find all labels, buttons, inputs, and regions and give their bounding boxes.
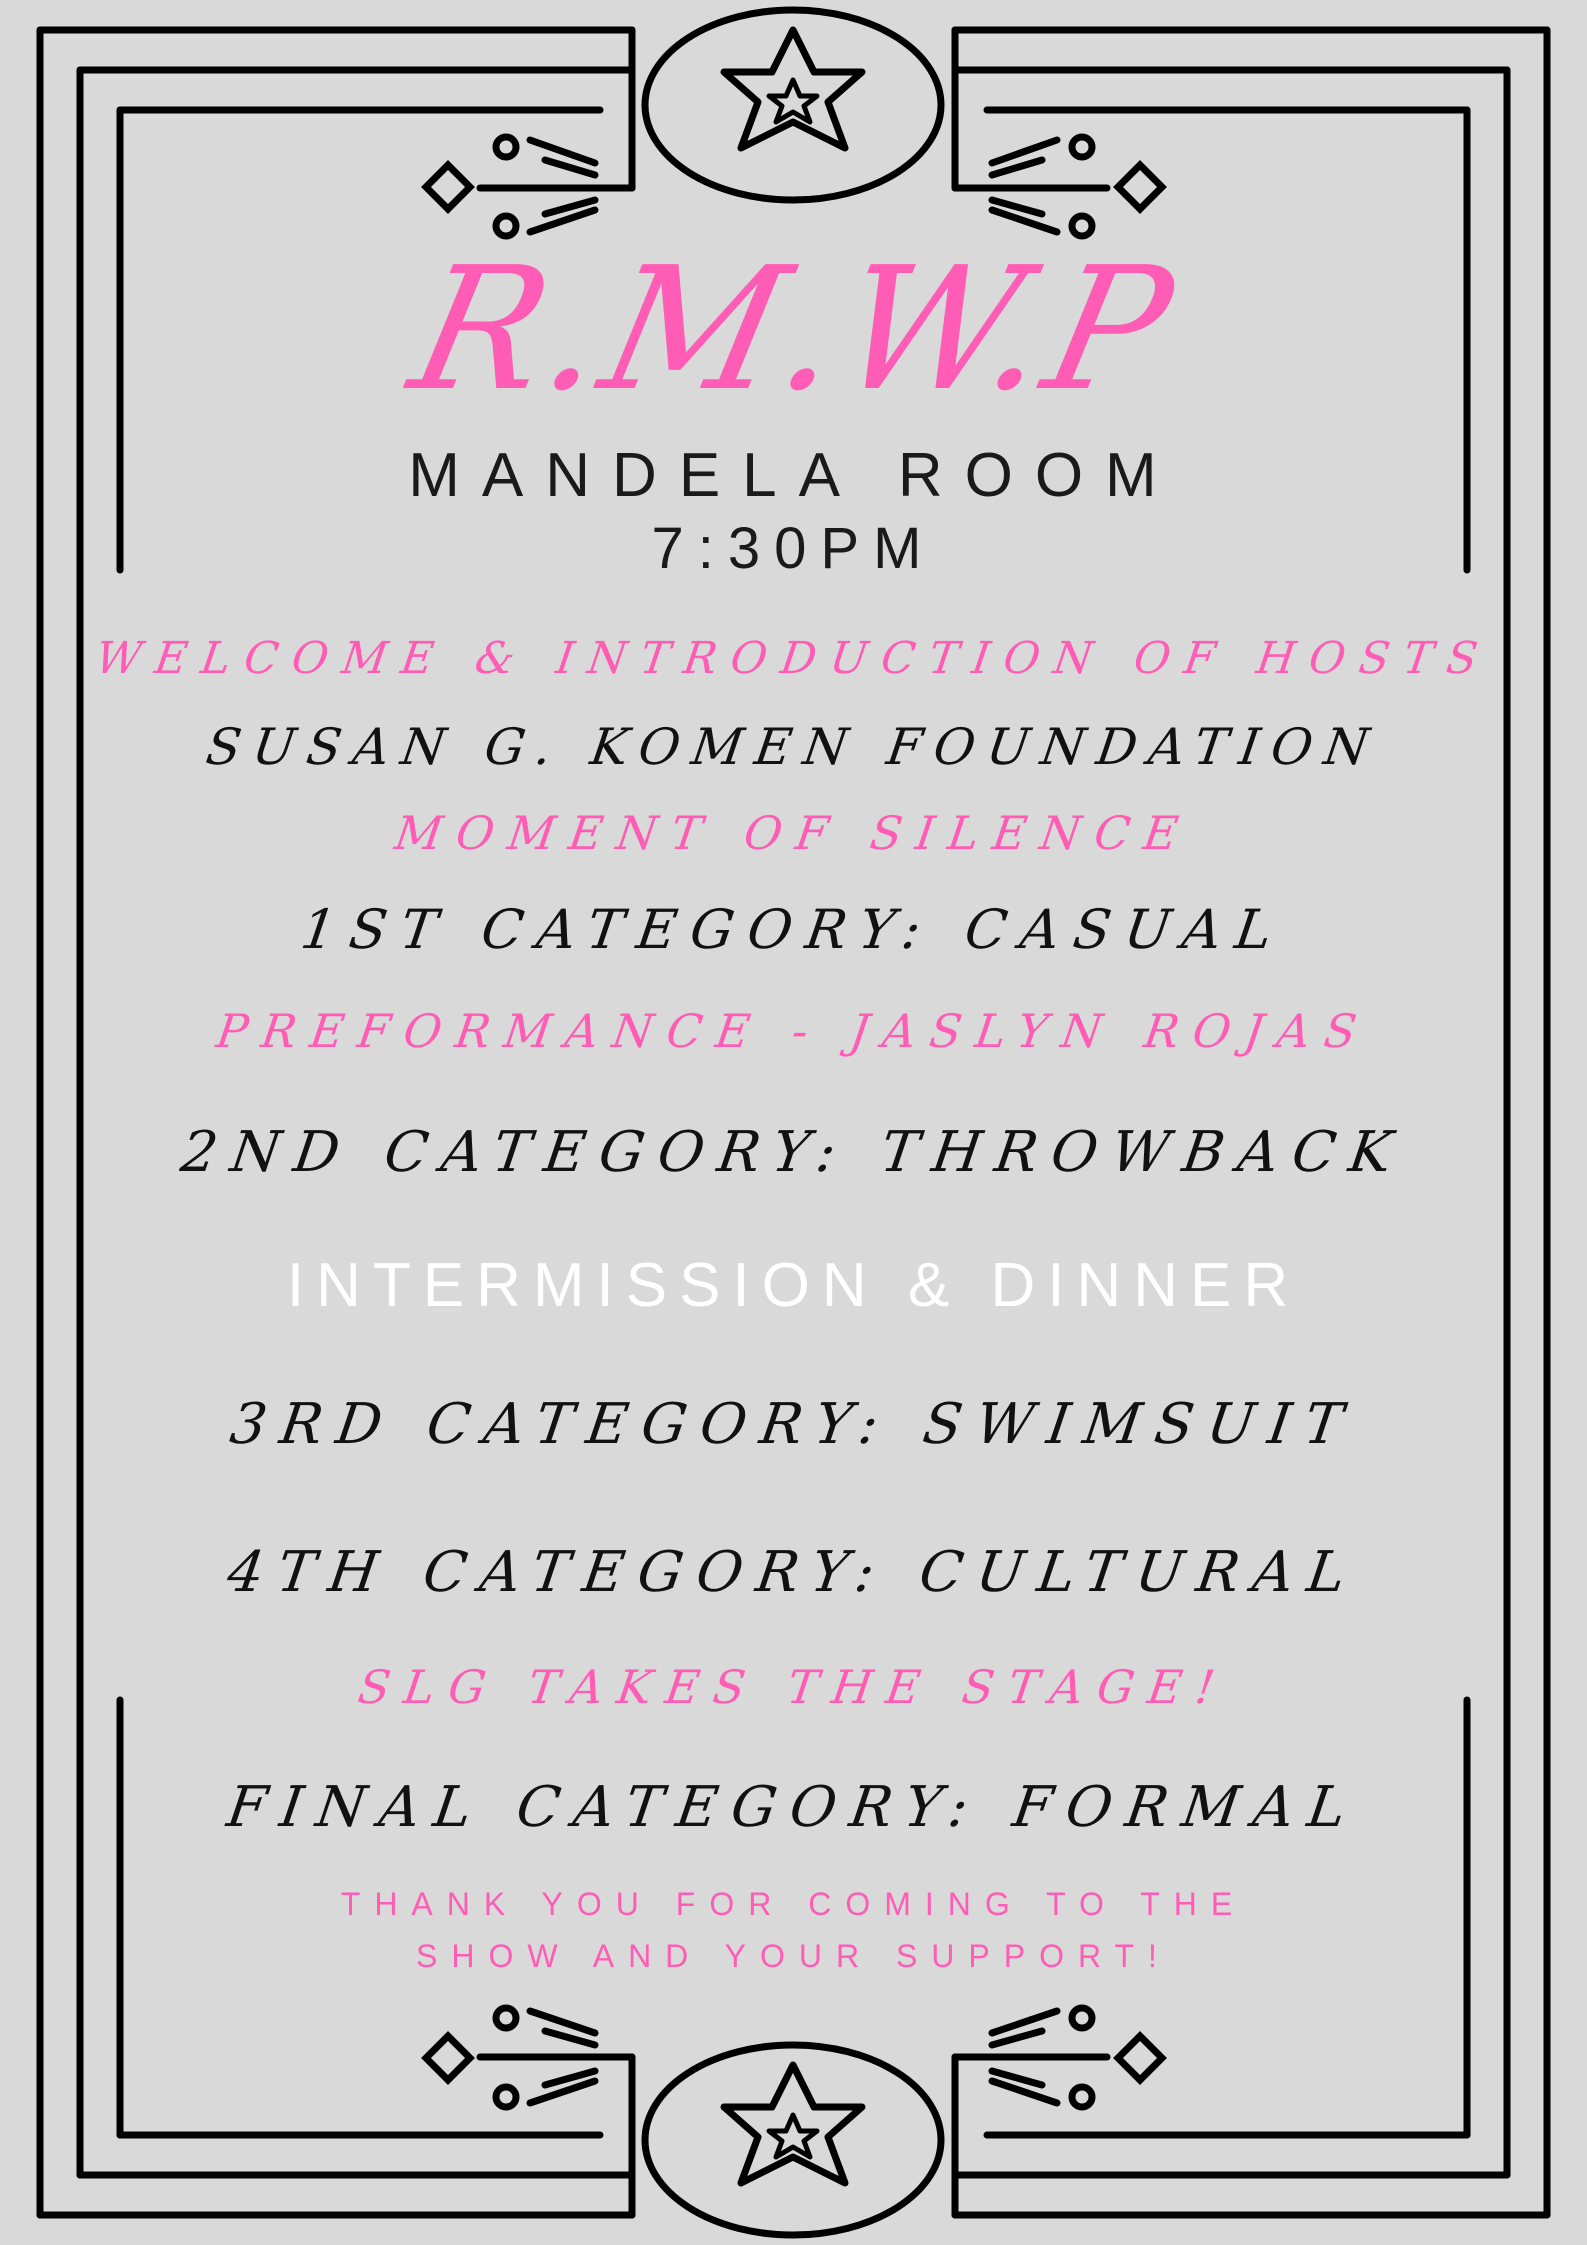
program-item: FINAL CATEGORY: FORMAL [223,1775,1364,1840]
event-title: R.M.W.P [396,231,1191,429]
circle-icon [1072,2087,1092,2107]
circle-icon [496,2087,516,2107]
program-item-intermission: INTERMISSION & DINNER [286,1251,1301,1320]
program-item: WELCOME & INTRODUCTION OF HOSTS [92,633,1495,684]
program-item: 3RD CATEGORY: SWIMSUIT [226,1392,1361,1457]
program-item: SLG TAKES THE STAGE! [354,1660,1233,1714]
diamond-icon [426,165,470,209]
circle-icon [496,137,516,157]
diamond-icon [426,2036,470,2080]
program-item: PREFORMANCE - JASLYN ROJAS [213,1004,1374,1058]
program-item: 2ND CATEGORY: THROWBACK [177,1120,1410,1185]
diamond-icon [1118,165,1162,209]
event-time: 7:30PM [651,516,936,581]
program-item: SUSAN G. KOMEN FOUNDATION [202,718,1385,776]
diamond-icon [1118,2036,1162,2080]
program-item: 4TH CATEGORY: CULTURAL [223,1540,1364,1605]
closing-line: SHOW AND YOUR SUPPORT! [416,1938,1171,1974]
program-item: MOMENT OF SILENCE [391,806,1196,860]
venue-name: MANDELA ROOM [408,441,1179,510]
circle-icon [1072,2008,1092,2028]
circle-icon [1072,137,1092,157]
circle-icon [496,2008,516,2028]
program-item: 1ST CATEGORY: CASUAL [297,898,1290,961]
closing-line: THANK YOU FOR COMING TO THE [340,1886,1247,1922]
